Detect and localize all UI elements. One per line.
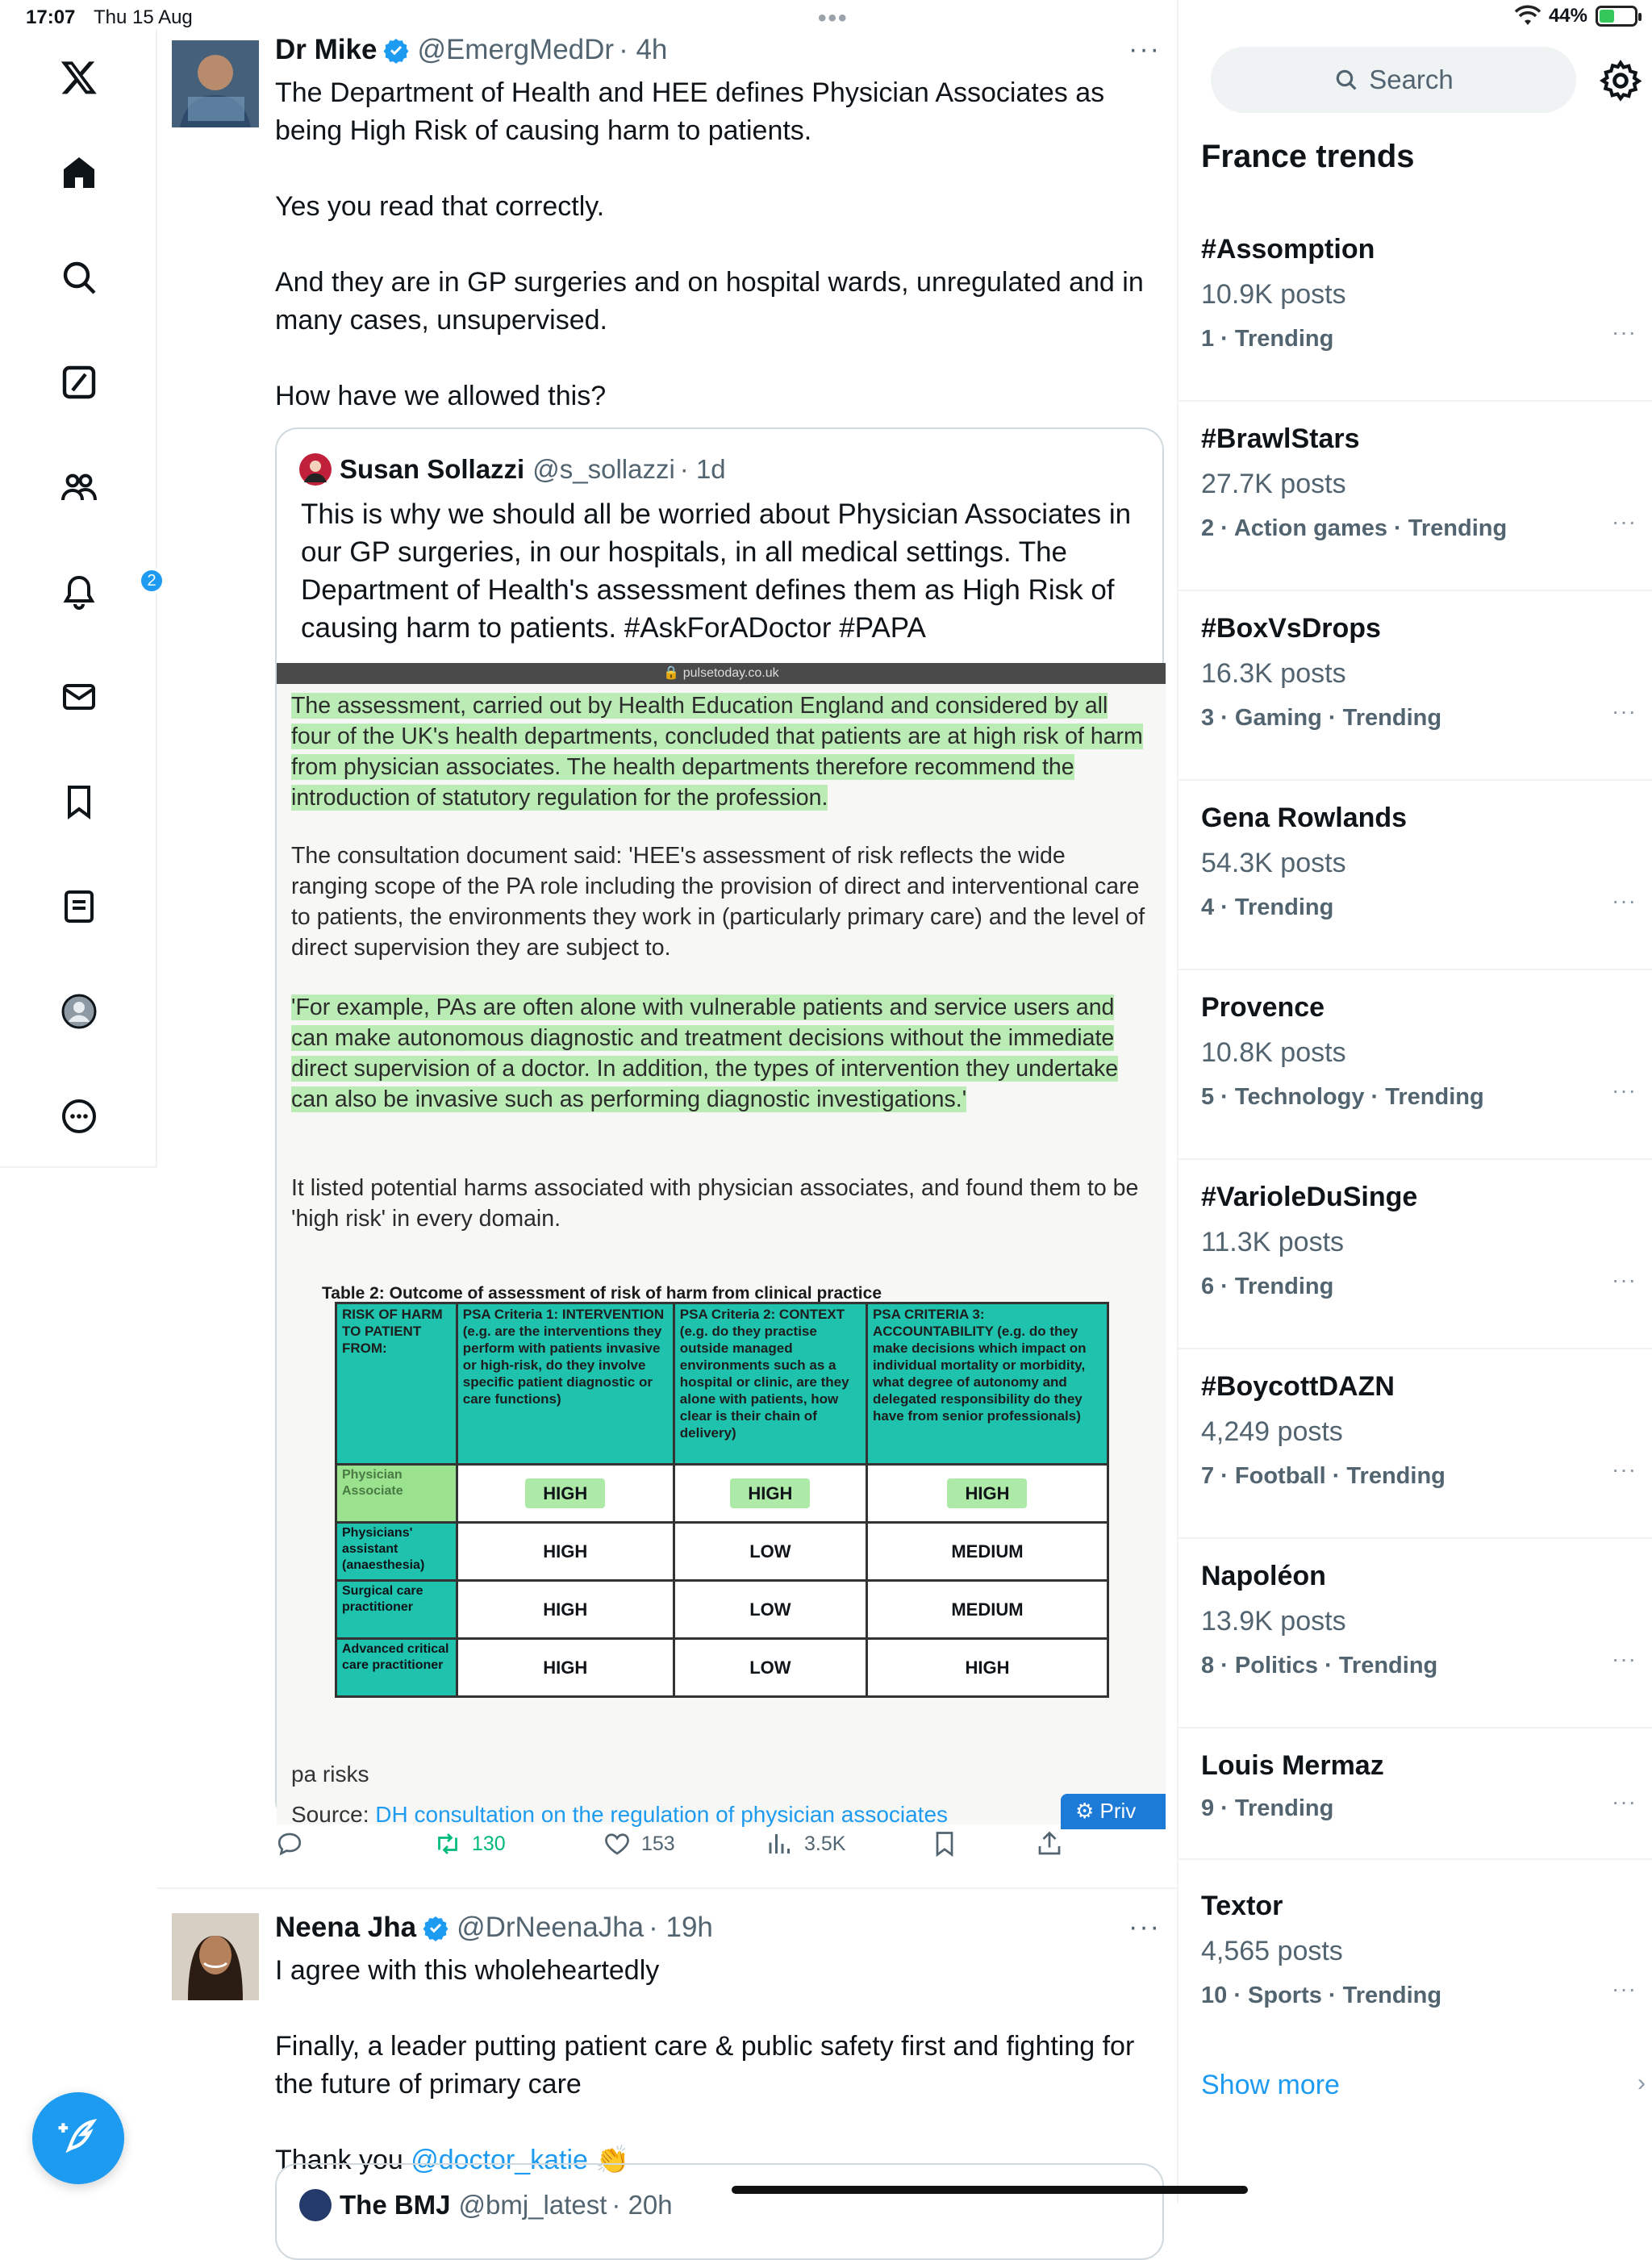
quote-author-handle: @s_sollazzi — [532, 454, 675, 484]
table-cell: HIGH — [457, 1581, 674, 1639]
table-cell: HIGH — [866, 1465, 1108, 1523]
trend-item[interactable] — [1201, 1891, 1637, 2079]
trend-item[interactable] — [1201, 992, 1637, 1181]
tweet-paragraph: And they are in GP surgeries and on hospital wards, unregulated and in many cases, unsupervised. — [275, 267, 1144, 336]
trend-posts: 27.7K posts — [1201, 469, 1346, 499]
tweet-header — [275, 34, 667, 66]
status-time: 17:07 — [26, 6, 76, 28]
tweet-header — [275, 1912, 713, 1944]
lists-icon[interactable] — [53, 881, 105, 932]
trend-more-icon[interactable]: ··· — [1612, 509, 1637, 534]
trend-divider — [1179, 1727, 1652, 1728]
bookmark-button[interactable] — [930, 1829, 959, 1858]
author-handle[interactable]: @EmergMedDr — [417, 34, 615, 65]
trend-meta: 9 · Trending — [1201, 1795, 1334, 1821]
tweet-more-icon[interactable]: ··· — [1128, 1912, 1161, 1942]
trend-item[interactable] — [1201, 423, 1637, 612]
reply-button[interactable] — [275, 1829, 304, 1858]
article-source — [291, 1802, 948, 1828]
tweet-paragraph: Yes you read that correctly. — [275, 191, 605, 222]
quote-avatar — [299, 453, 332, 486]
clap-emoji-icon: 👏 — [595, 2145, 630, 2175]
trend-meta: 8 · Politics · Trending — [1201, 1653, 1438, 1678]
trend-divider — [1179, 969, 1652, 970]
risk-table — [335, 1302, 1109, 1698]
article-paragraph: The consultation document said: 'HEE's assessment of risk reflects the wide ranging scope of the PA role including the provision of direct and interventional care to patients, the environments they work in (particularly primary care) and the level of direct supervision they are subject to. — [291, 843, 1145, 961]
trend-name: #BoycottDAZN — [1201, 1371, 1395, 1402]
trend-meta: 3 · Gaming · Trending — [1201, 705, 1442, 731]
share-button[interactable] — [1035, 1829, 1064, 1858]
tweet-more-icon[interactable]: ··· — [1128, 34, 1161, 65]
retweet-icon — [433, 1829, 462, 1858]
trend-more-icon[interactable]: ··· — [1612, 1267, 1637, 1292]
tweet-paragraph: How have we allowed this? — [275, 381, 607, 411]
table-cell: HIGH — [674, 1465, 866, 1523]
home-icon[interactable] — [53, 147, 105, 198]
multitask-dots-icon[interactable]: ••• — [818, 5, 849, 31]
author-name[interactable]: Dr Mike — [275, 34, 378, 65]
trend-divider — [1179, 1348, 1652, 1349]
grok-icon[interactable] — [53, 357, 105, 408]
like-count: 153 — [641, 1832, 675, 1855]
trend-item[interactable] — [1201, 613, 1637, 802]
trend-divider — [1179, 400, 1652, 402]
quoted-tweet-preview[interactable] — [275, 2163, 1164, 2260]
tweet-paragraph: I agree with this wholeheartedly — [275, 1955, 660, 1986]
table-row-label: Advanced critical care practitioner — [336, 1639, 457, 1697]
article-screenshot[interactable] — [277, 663, 1166, 1827]
reply-icon — [275, 1829, 304, 1858]
like-button[interactable] — [603, 1829, 675, 1858]
right-sidebar — [1179, 0, 1652, 2204]
author-name[interactable]: Neena Jha — [275, 1912, 417, 1943]
article-paragraph: The assessment, carried out by Health Education England and considered by all four of the UK's health departments, concluded that patients are at high risk of harm from physician associates. The health departments therefore recommend the introduction of statutory regulation for the profession. — [291, 693, 1143, 811]
privacy-button[interactable]: ⚙ Priv — [1061, 1794, 1166, 1829]
status-date: Thu 15 Aug — [94, 6, 193, 28]
article-paragraph: 'For example, PAs are often alone with vulnerable patients and service users and can make autonomous diagnostic and treatment decisions without the immediate direct supervision of a doctor. In addition, the types of intervention they undertake can also be invasive such as performing diagnostic investigations.' — [291, 994, 1119, 1112]
table-cell: HIGH — [457, 1465, 674, 1523]
table-cell: MEDIUM — [866, 1523, 1108, 1581]
tweet-text — [275, 74, 1162, 453]
avatar[interactable] — [172, 1913, 259, 2000]
table-cell: MEDIUM — [866, 1581, 1108, 1639]
quote-avatar — [299, 2189, 332, 2221]
trend-name: Textor — [1201, 1891, 1283, 1921]
battery-percent: 44% — [1548, 5, 1587, 27]
quote-time: · 20h — [611, 2190, 673, 2220]
trend-name: #VarioleDuSinge — [1201, 1182, 1418, 1212]
trend-posts: 4,565 posts — [1201, 1936, 1343, 1966]
trend-meta: 6 · Trending — [1201, 1274, 1334, 1299]
tweet-paragraph: The Department of Health and HEE defines Physician Associates as being High Risk of causing harm to patients. — [275, 77, 1105, 146]
compose-feather-icon — [56, 2116, 101, 2161]
table-header: PSA Criteria 1: INTERVENTION (e.g. are the interventions they perform with patients invasive or high-risk, do they involve specific patient diagnostic or care functions) — [457, 1303, 674, 1465]
compose-post-button[interactable] — [32, 2092, 124, 2184]
quote-time: · 1d — [679, 454, 726, 484]
more-options-icon[interactable] — [53, 1090, 105, 1142]
notifications-badge: 2 — [139, 568, 165, 594]
home-indicator[interactable] — [732, 2186, 1248, 2194]
profile-avatar-icon[interactable] — [53, 986, 105, 1037]
quote-author-name: The BMJ — [340, 2190, 451, 2220]
trend-more-icon[interactable]: ··· — [1612, 1078, 1637, 1103]
trend-divider — [1179, 590, 1652, 591]
trend-meta: 2 · Action games · Trending — [1201, 515, 1508, 541]
tweet-paragraph: Finally, a leader putting patient care & public safety first and fighting for the future of primary care — [275, 2031, 1135, 2099]
explore-search-icon[interactable] — [53, 252, 105, 303]
share-icon — [1035, 1829, 1064, 1858]
trend-more-icon[interactable]: ··· — [1612, 698, 1637, 723]
quote-author-handle: @bmj_latest — [458, 2190, 607, 2220]
quote-header — [299, 453, 726, 486]
trend-divider — [1179, 1537, 1652, 1539]
messages-envelope-icon[interactable] — [53, 671, 105, 723]
trend-name: #Assomption — [1201, 234, 1375, 265]
tweet-time[interactable]: · 4h — [619, 34, 668, 65]
table-cell: LOW — [674, 1523, 866, 1581]
author-handle[interactable]: @DrNeenaJha — [457, 1912, 645, 1943]
trend-item[interactable] — [1201, 1750, 1637, 1892]
avatar[interactable] — [172, 40, 259, 127]
thanks-text: Thank you — [275, 2145, 403, 2175]
x-logo-icon[interactable] — [53, 52, 105, 103]
article-paragraph: It listed potential harms associated with physician associates, and found them to be 'high risk' in every domain. — [291, 1175, 1139, 1232]
trend-more-icon[interactable]: ··· — [1612, 1457, 1637, 1482]
quote-author-name: Susan Sollazzi — [340, 454, 525, 484]
trend-meta: 7 · Football · Trending — [1201, 1463, 1446, 1489]
left-navigation — [0, 29, 157, 1166]
trend-meta: 5 · Technology · Trending — [1201, 1084, 1484, 1110]
trend-more-icon[interactable]: ··· — [1612, 319, 1637, 344]
table-cell: HIGH — [457, 1523, 674, 1581]
image-caption: pa risks — [291, 1762, 369, 1787]
table-header: RISK OF HARM TO PATIENT FROM: — [336, 1303, 457, 1465]
verified-badge-icon — [423, 1915, 448, 1941]
trend-name: #BoxVsDrops — [1201, 613, 1381, 644]
search-input[interactable] — [1211, 47, 1576, 113]
trend-more-icon[interactable]: ··· — [1612, 1646, 1637, 1671]
views-count: 3.5K — [804, 1832, 846, 1855]
table-cell: HIGH — [866, 1639, 1108, 1697]
trend-divider — [1179, 1858, 1652, 1860]
trend-more-icon[interactable]: ··· — [1612, 1789, 1637, 1814]
trend-posts: 11.3K posts — [1201, 1227, 1345, 1257]
trend-item[interactable] — [1201, 1371, 1637, 1560]
mention-link[interactable]: @doctor_katie — [411, 2145, 588, 2175]
quote-text: This is why we should all be worried about Physician Associates in our GP surgeries, in our hospitals, in all medical settings. The Department of Health's assessment defines them as High Risk of causing harm to patients. #AskForADoctor #PAPA — [301, 498, 1132, 644]
table-row-label: Physician Associate — [336, 1465, 457, 1523]
views-button[interactable] — [766, 1829, 845, 1858]
table-row-label: Physicians' assistant (anaesthesia) — [336, 1523, 457, 1581]
trend-meta: 10 · Sports · Trending — [1201, 1983, 1442, 2008]
retweet-count: 130 — [472, 1832, 506, 1855]
settings-gear-icon[interactable] — [1598, 58, 1643, 103]
table-cell: LOW — [674, 1581, 866, 1639]
article-url: 🔒 pulsetoday.co.uk — [277, 663, 1166, 684]
trend-name: Napoléon — [1201, 1561, 1326, 1591]
trend-meta: 1 · Trending — [1201, 326, 1334, 352]
tweet-actions — [275, 1829, 1162, 1874]
trends-title: France trends — [1201, 139, 1415, 174]
trend-name: Provence — [1201, 992, 1325, 1023]
trend-item[interactable] — [1201, 234, 1637, 423]
trend-posts: 16.3K posts — [1201, 658, 1346, 689]
trend-divider — [1179, 779, 1652, 781]
trend-item[interactable] — [1201, 1182, 1637, 1370]
tweet-time[interactable]: · 19h — [649, 1912, 713, 1943]
source-label: Source: — [291, 1802, 369, 1827]
trend-posts: 10.8K posts — [1201, 1037, 1346, 1068]
like-heart-icon — [603, 1829, 632, 1858]
search-placeholder: Search — [1369, 65, 1454, 94]
notifications-bell-icon[interactable] — [53, 566, 156, 618]
show-more-link[interactable]: Show more — [1201, 2070, 1340, 2100]
trend-item[interactable] — [1201, 1561, 1637, 1749]
trend-name: #BrawlStars — [1201, 423, 1360, 454]
trend-posts: 13.9K posts — [1201, 1606, 1346, 1637]
trend-meta: 4 · Trending — [1201, 894, 1334, 920]
retweet-button[interactable] — [433, 1829, 506, 1858]
table-cell: LOW — [674, 1639, 866, 1697]
views-chart-icon — [766, 1829, 795, 1858]
trend-divider — [1179, 1158, 1652, 1160]
quoted-tweet[interactable] — [275, 427, 1164, 1827]
communities-icon[interactable] — [53, 461, 105, 513]
trend-posts: 54.3K posts — [1201, 848, 1346, 878]
nav-divider — [0, 1166, 157, 1168]
trend-name: Louis Mermaz — [1201, 1750, 1384, 1781]
timeline — [157, 0, 1179, 2220]
trend-posts: 10.9K posts — [1201, 279, 1346, 310]
bookmark-icon — [930, 1829, 959, 1858]
trend-posts: 4,249 posts — [1201, 1416, 1343, 1447]
trend-item[interactable] — [1201, 803, 1637, 991]
search-icon — [1333, 67, 1359, 93]
source-link[interactable]: DH consultation on the regulation of physician associates — [375, 1802, 949, 1827]
chevron-right-icon: › — [1637, 2070, 1646, 2096]
table-row-label: Surgical care practitioner — [336, 1581, 457, 1639]
bookmarks-icon[interactable] — [53, 776, 105, 828]
trend-name: Gena Rowlands — [1201, 803, 1408, 833]
table-header: PSA Criteria 2: CONTEXT (e.g. do they practise outside managed environments such as a hospital or clinic, are they alone with patients, how clear is their chain of delivery) — [674, 1303, 866, 1465]
table-header: PSA CRITERIA 3: ACCOUNTABILITY (e.g. do they make decisions which impact on individual mortality or morbidity, what degree of autonomy and delegated responsibility do they have from senior professionals) — [866, 1303, 1108, 1465]
tweet-divider — [157, 1887, 1179, 1889]
trend-more-icon[interactable]: ··· — [1612, 888, 1637, 913]
table-caption: Table 2: Outcome of assessment of risk of harm from clinical practice — [322, 1284, 882, 1303]
trend-more-icon[interactable]: ··· — [1612, 1976, 1637, 2001]
table-cell: HIGH — [457, 1639, 674, 1697]
verified-badge-icon — [383, 37, 409, 63]
